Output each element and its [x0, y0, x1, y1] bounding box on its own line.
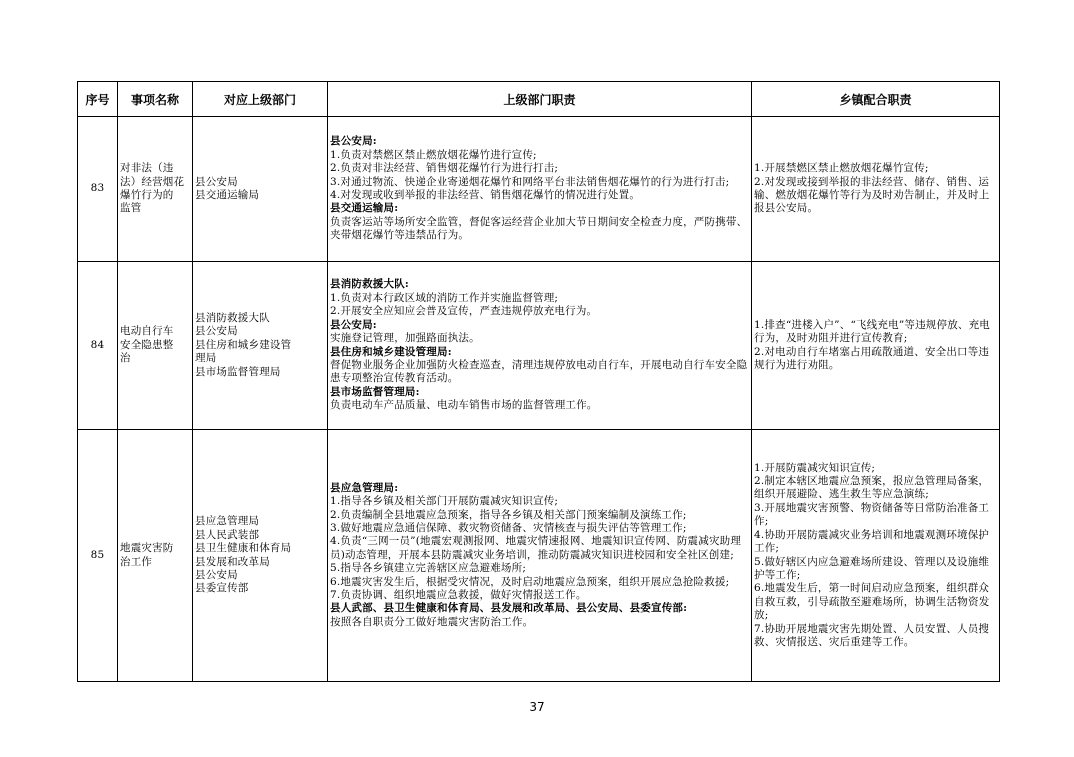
duty-line: 1.指导各乡镇及相关部门开展防震减灾知识宣传; — [330, 495, 559, 508]
header-seq: 序号 — [78, 82, 118, 117]
table-body — [78, 117, 1000, 682]
dept-heading: 县应急管理局: — [330, 481, 399, 494]
town-duty-line: 1.排查“进楼入户”、“飞线充电”等违规停放、充电行为，及时劝阻并进行宣传教育; — [754, 318, 990, 345]
row-item-name: 电动自行车 安全隐患整 治 — [118, 262, 193, 430]
duty-line: 负责客运站等场所安全监管，督促客运经营企业加大节日期间安全检查力度，严防携带、夹带烟花爆竹等违禁品行为。 — [330, 215, 748, 242]
row-dept: 县应急管理局 县人民武装部 县卫生健康和体育局 县发展和改革局 县公安局 县委宣传部 — [193, 430, 328, 682]
town-duty-line: 2.对发现或接到举报的非法经营、储存、销售、运输、燃放烟花爆竹等行为及时劝告制止，并及时上报县公安局。 — [754, 175, 990, 215]
duty-line: 4.负责“三网一员”(地震宏观测报网、地震灾情速报网、地震知识宣传网、防震减灾助理员)动态管理，开展本县防震减灾业务培训，推动防震减灾知识进校园和安全社区创建; — [330, 535, 742, 561]
dept-heading: 县公安局: — [330, 318, 377, 331]
row-seq: 84 — [78, 262, 118, 430]
duty-line: 2.开展安全应知应会普及宣传，严查违规停放充电行为。 — [330, 305, 598, 318]
duty-line: 7.负责协调、组织地震应急救援，做好灾情报送工作。 — [330, 589, 587, 602]
row-town-duty — [752, 117, 1000, 262]
duty-line: 按照各自职责分工做好地震灾害防治工作。 — [330, 615, 534, 628]
duty-line: 5.指导各乡镇建立完善辖区应急避难场所; — [330, 562, 527, 575]
town-duty-line: 5.做好辖区内应急避难场所建设、管理以及设施维护等工作; — [754, 555, 990, 581]
dept-heading: 县交通运输局: — [330, 202, 399, 215]
header-item-name: 事项名称 — [118, 82, 193, 117]
row-seq: 83 — [78, 117, 118, 262]
duty-line: 3.做好地震应急通信保障、救灾物资储备、灾情核查与损失评估等管理工作; — [330, 521, 687, 534]
town-duty-line: 7.协助开展地震灾害先期处置、人员安置、人员搜救、灾情报送、灾后重建等工作。 — [754, 622, 990, 648]
header-row — [78, 82, 1000, 117]
duty-line: 2.负责对非法经营、销售烟花爆竹行为进行打击; — [330, 162, 559, 175]
town-duty-line: 2.对电动自行车堵塞占用疏散通道、安全出口等违规行为进行劝阻。 — [754, 345, 990, 371]
dept-heading: 县公安局: — [330, 135, 377, 148]
town-duty-line: 1.开展禁燃区禁止燃放烟花爆竹宣传; — [754, 162, 929, 175]
table-row — [78, 430, 1000, 682]
table-row — [78, 117, 1000, 262]
town-duty-line: 6.地震发生后，第一时间启动应急预案，组织群众自救互救，引导疏散至避难场所，协调生活物资发放; — [754, 582, 990, 622]
duty-line: 负责电动车产品质量、电动车销售市场的监督管理工作。 — [330, 399, 598, 412]
town-duty-line: 3.开展地震灾害预警、物资储备等日常防治准备工作; — [754, 501, 990, 528]
header-dept: 对应上级部门 — [193, 82, 328, 117]
town-duty-line: 2.制定本辖区地震应急预案，报应急管理局备案，组织开展避险、逃生救生等应急演练; — [754, 475, 990, 501]
row-upper-duty — [328, 262, 752, 430]
table-row — [78, 262, 1000, 430]
header-town-duty: 乡镇配合职责 — [752, 82, 1000, 117]
page-number: 37 — [529, 700, 545, 714]
row-item-name: 对非法（违 法）经营烟花 爆竹行为的 监管 — [118, 117, 193, 262]
dept-heading: 县人武部、县卫生健康和体育局、县发展和改革局、县公安局、县委宣传部: — [330, 602, 688, 615]
row-seq: 85 — [78, 430, 118, 682]
town-duty-line: 4.协助开展防震减灾业务培训和地震观测环境保护工作; — [754, 528, 990, 555]
row-dept: 县公安局 县交通运输局 — [193, 117, 328, 262]
dept-heading: 县消防救援大队: — [330, 278, 409, 291]
row-town-duty — [752, 430, 1000, 682]
duty-line: 6.地震灾害发生后，根据受灾情况，及时启动地震应急预案，组织开展应急抢险救援; — [330, 575, 730, 588]
duty-line: 1.负责对本行政区域的消防工作并实施监督管理; — [330, 291, 559, 304]
town-duty-line: 1.开展防震减灾知识宣传; — [754, 461, 876, 474]
row-dept: 县消防救援大队 县公安局 县住房和城乡建设管 理局 县市场监督管理局 — [193, 262, 328, 430]
dept-heading: 县住房和城乡建设管理局: — [330, 345, 452, 358]
duty-line: 实施登记管理，加强路面执法。 — [330, 332, 480, 345]
duty-line: 2.负责编制全县地震应急预案，指导各乡镇及相关部门预案编制及演练工作; — [330, 508, 687, 521]
dept-heading: 县市场监督管理局: — [330, 385, 420, 398]
duty-line: 督促物业服务企业加强防火检查巡查，清理违规停放电动自行车，开展电动自行车安全隐患专项整治宣传教育活动。 — [330, 358, 748, 385]
duty-table — [77, 81, 1000, 682]
duty-line: 1.负责对禁燃区禁止燃放烟花爆竹进行宣传; — [330, 148, 537, 161]
duty-line: 3.对通过物流、快递企业寄递烟花爆竹和网络平台非法销售烟花爆竹的行为进行打击; — [330, 175, 730, 188]
header-upper-duty: 上级部门职责 — [328, 82, 752, 117]
row-upper-duty — [328, 430, 752, 682]
row-item-name: 地震灾害防 治工作 — [118, 430, 193, 682]
row-town-duty — [752, 262, 1000, 430]
duty-line: 4.对发现或收到举报的非法经营、销售烟花爆竹的情况进行处置。 — [330, 189, 641, 201]
row-upper-duty — [328, 117, 752, 262]
